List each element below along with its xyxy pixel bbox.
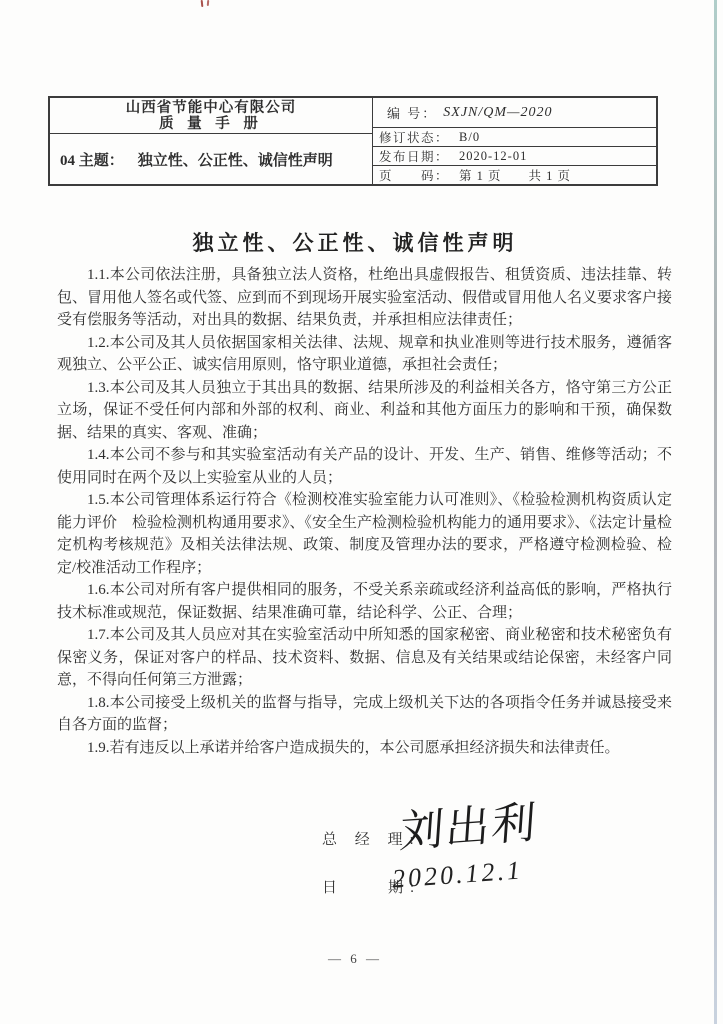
- code-value: SXJN/QM—2020: [443, 104, 553, 120]
- revision-label: 修订状态：: [379, 131, 450, 145]
- document-code-cell: [373, 98, 656, 128]
- subject-title: 独立性、公正性、诚信性声明: [137, 152, 333, 169]
- code-label: 编 号：: [387, 106, 438, 121]
- signature-date-handwriting: 2020.12.1: [391, 855, 524, 894]
- declaration-paragraph: 1.4.本公司不参与和其实验室活动有关产品的设计、开发、生产、销售、维修等活动；不使用同时在两个及以上实验室从业的人员；: [57, 447, 672, 486]
- release-date-value: 2020-12-01: [459, 148, 528, 163]
- subject-cell: [50, 134, 372, 184]
- scan-artifact-mark: [200, 0, 214, 8]
- page-number-row: [373, 166, 656, 184]
- company-name: 山西省节能中心有限公司: [125, 99, 297, 116]
- header-table-right-column: [373, 98, 656, 184]
- declaration-paragraph: 1.3.本公司及其人员独立于其出具的数据、结果所涉及的利益相关各方，恪守第三方公正立场，保证不受任何内部和外部的权利、商业、利益和其他方面压力的影响和干预，确保数据、结果的真实、客观、准确；: [57, 379, 672, 441]
- signature-date-label: 日 期:: [322, 880, 422, 896]
- declaration-paragraph: 1.7.本公司及其人员应对其在实验室活动中所知悉的国家秘密、商业秘密和技术秘密负有保密义务，保证对客户的样品、技术资料、数据、信息及有关结果或结论保密，未经客户同意，不得向任何第三方泄露；: [57, 627, 672, 688]
- general-manager-signature-handwriting: 刘出利: [398, 798, 540, 858]
- document-title: 独立性、公正性、诚信性声明: [192, 231, 518, 255]
- declaration-paragraph: 1.2.本公司及其人员依据国家相关法律、法规、规章和执业准则等进行技术服务，遵循客观独立、公平公正、诚实信用原则，恪守职业道德，承担社会责任；: [57, 334, 672, 373]
- revision-state-row: [373, 128, 656, 147]
- declaration-paragraph: 1.8.本公司接受上级机关的监督与指导，完成上级机关下达的各项指令任务并诚恳接受来自各方面的监督；: [57, 694, 672, 733]
- declaration-paragraph: 1.5.本公司管理体系运行符合《检测校准实验室能力认可准则》、《检验检测机构资质认定能力评价 检验检测机构通用要求》、《安全生产检测检验机构能力的通用要求》、《法定计量检定机构考核规范》及相关法律法规、政策、制度及管理办法的要求，严格遵守检测检验、检定/校准活动工作程序；: [57, 492, 673, 576]
- release-date-row: [373, 147, 656, 166]
- declaration-paragraph: 1.6.本公司对所有客户提供相同的服务，不受关系亲疏或经济利益高低的影响，严格执行技术标准或规范，保证数据、结果准确可靠，结论科学、公正、合理；: [57, 582, 672, 621]
- subject-label: 04 主题：: [60, 152, 124, 169]
- footer-page-number: — 6 —: [328, 951, 382, 966]
- revision-value: B/0: [459, 129, 481, 144]
- general-manager-label: 总 经 理:: [322, 832, 421, 848]
- page-number-label: 页 码：: [379, 169, 450, 183]
- declaration-paragraph: 1.1.本公司依法注册，具备独立法人资格，杜绝出具虚假报告、租赁资质、违法挂靠、转包、冒用他人签名或代签、应到而不到现场开展实验室活动、假借或冒用他人名义要求客户接受有偿服务等活动，对出具的数据、结果负责，并承担相应法律责任；: [57, 267, 673, 328]
- header-table: [48, 96, 658, 186]
- header-table-left-column: [50, 98, 373, 184]
- declaration-body: [57, 264, 672, 759]
- page-number-value: 第 1 页 共 1 页: [459, 169, 572, 183]
- page-edge-shadow: [714, 0, 717, 1024]
- release-date-label: 发布日期：: [379, 150, 450, 164]
- declaration-paragraph: 1.9.若有违反以上承诺并给客户造成损失的，本公司愿承担经济损失和法律责任。: [87, 739, 620, 756]
- company-title-cell: [50, 98, 372, 134]
- manual-name: 质 量 手 册: [159, 115, 263, 132]
